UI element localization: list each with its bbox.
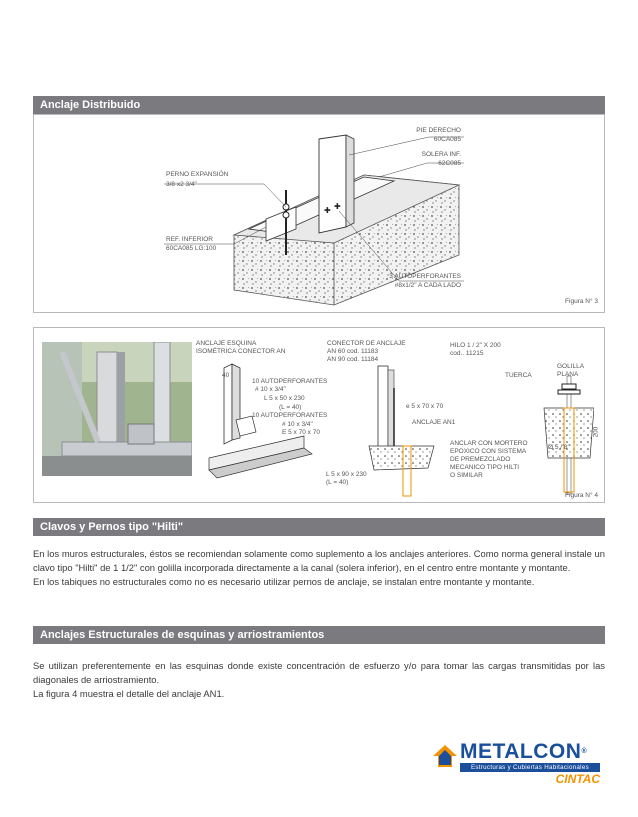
label-auto2-spec: # 10 x 3/4" (282, 421, 313, 428)
section-title-clavos-pernos: Clavos y Pernos tipo "Hilti" (33, 518, 605, 536)
section-4-text (33, 659, 605, 701)
label-dim-200: 200 (592, 426, 600, 438)
label-an60: AN 60 cod. 11183 (327, 348, 379, 355)
label-auto2: 10 AUTOPERFORANTES (252, 412, 328, 419)
label-e-570: E 5 x 70 x 70 (282, 429, 320, 436)
logo-brand-text: METALCON (460, 740, 582, 763)
label-pie-derecho: PIE DERECHO (416, 127, 461, 134)
svg-text:✚: ✚ (324, 206, 331, 215)
logo-house-icon (432, 743, 458, 769)
label-tuerca: TUERCA (505, 372, 532, 379)
logo-tagline: Estructuras y Cubiertas Habitacionales (460, 763, 600, 772)
label-plana: PLANA (557, 371, 579, 378)
logo-brand (460, 741, 587, 763)
section-3-text (33, 547, 605, 589)
label-anclar4: MECANICO TIPO HILTI (450, 464, 520, 471)
label-anclar1: ANCLAR CON MORTERO (450, 440, 528, 447)
label-auto1-spec: # 10 x 3/4" (255, 386, 286, 393)
label-diam: Ø 5 / 8" (548, 444, 570, 451)
label-l-40: (L = 40) (279, 404, 302, 411)
label-ref-code: 60CA085 LG:100 (166, 245, 217, 252)
logo-cintac: CINTAC (555, 772, 600, 786)
metalcon-logo (432, 741, 604, 787)
label-anclaje-an1: ANCLAJE AN1 (412, 419, 456, 426)
label-dim-40: 40 (222, 372, 230, 379)
section-4-paragraph-2: La figura 4 muestra el detalle del anclaje AN1. (33, 688, 225, 699)
label-ref-inferior: REF. INFERIOR (166, 236, 213, 243)
label-hilo-cod: cod.. 11215 (450, 350, 484, 357)
label-an90: AN 90 cod. 11184 (327, 356, 379, 363)
label-anclar3: DE PREMEZCLADO (450, 456, 511, 463)
label-anclar2: EPOXICO CON SISTEMA (450, 448, 527, 455)
figure-3-panel (33, 114, 605, 313)
label-l-40b: (L = 40) (326, 479, 349, 486)
photo-anclaje (42, 342, 192, 476)
label-solera-code: 62C085 (438, 160, 461, 167)
section-3-paragraph-1: En los muros estructurales, éstos se recomiendan solamente como suplemento a los anclajes anteriores. Como norma general instale un clavo tipo "Hilti" de 1 1/2" con golilla incorporada directamente a la canal (solera inferior), en el centro entre montante y montante. (33, 548, 605, 573)
label-auto1: 10 AUTOPERFORANTES (252, 378, 328, 385)
section-title-anclaje-distribuido: Anclaje Distribuido (33, 96, 605, 114)
section-4-paragraph-1: Se utilizan preferentemente en las esquinas donde existe concentración de esfuerzo y/o para tomar las cargas transmitidas por las diagonales de arriostramiento. (33, 660, 605, 685)
label-autoperforantes: 3 AUTOPERFORANTES (389, 273, 461, 280)
label-hilo: HILO 1 / 2" X 200 (450, 342, 501, 349)
logo-registered: ® (581, 748, 588, 755)
figure-4-caption: Figura N° 4 (565, 492, 598, 499)
figure-3-drawing (34, 115, 604, 312)
label-autoperforantes-spec: #8x1/2" A CADA LADO (394, 282, 461, 289)
label-l-50: L 5 x 50 x 230 (264, 395, 305, 402)
label-e-570b: e 5 x 70 x 70 (406, 403, 444, 410)
label-anclaje-esquina: ANCLAJE ESQUINA (196, 340, 257, 347)
label-perno: PERNO EXPANSIÓN (166, 171, 229, 178)
label-pie-derecho-code: 60CA085 (433, 136, 461, 143)
figure-4-panel (33, 327, 605, 503)
label-anclar5: O SIMILAR (450, 472, 483, 479)
label-perno-size: 3/8 x2 3/4" (166, 181, 197, 188)
label-isometrica: ISOMÉTRICA CONECTOR AN (196, 348, 286, 355)
section-title-anclajes-estructurales: Anclajes Estructurales de esquinas y arriostramientos (33, 626, 605, 644)
label-l-90: L 5 x 90 x 230 (326, 471, 367, 478)
figure-3-caption: Figura N° 3 (565, 298, 598, 305)
label-golilla: GOLILLA (557, 363, 585, 370)
label-solera: SOLERA INF. (421, 151, 461, 158)
section-3-paragraph-2: En los tabiques no estructurales como no es necesario utilizar pernos de anclaje, se instalan entre montante y montante. (33, 576, 535, 587)
svg-text:✚: ✚ (334, 202, 341, 211)
label-conector: CONECTOR DE ANCLAJE (327, 340, 406, 347)
